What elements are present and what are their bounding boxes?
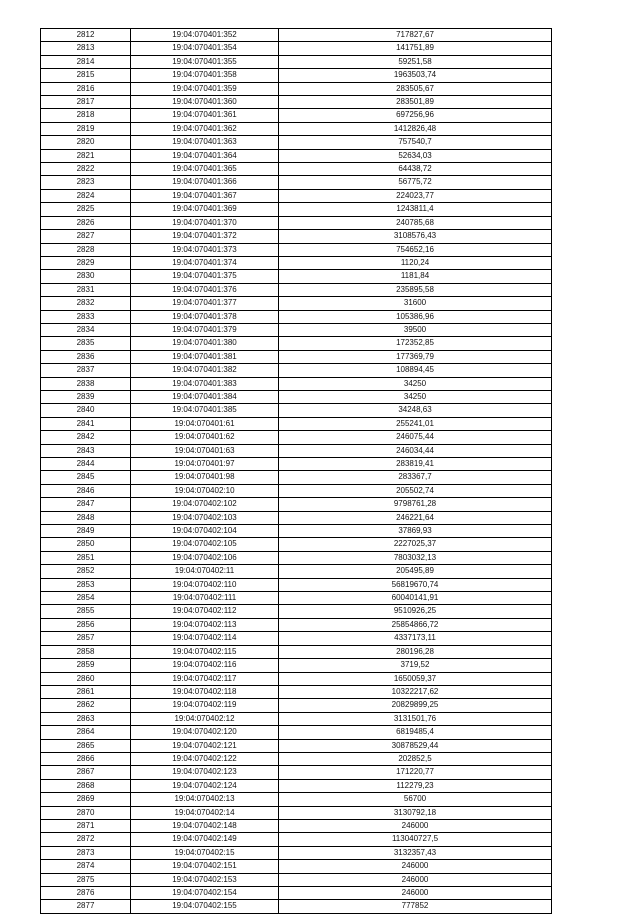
value-cell: 240785,68 — [279, 216, 552, 229]
row-number-cell: 2855 — [41, 605, 131, 618]
row-number-cell: 2863 — [41, 712, 131, 725]
cadastral-number-cell: 19:04:070402:122 — [131, 752, 279, 765]
table-row — [41, 833, 552, 846]
value-cell: 64438,72 — [279, 163, 552, 176]
table-row — [41, 659, 552, 672]
cadastral-number-cell: 19:04:070401:372 — [131, 230, 279, 243]
value-cell: 20829899,25 — [279, 699, 552, 712]
cadastral-number-cell: 19:04:070402:123 — [131, 766, 279, 779]
cadastral-number-cell: 19:04:070402:116 — [131, 659, 279, 672]
table-row — [41, 793, 552, 806]
value-cell: 9798761,28 — [279, 498, 552, 511]
value-cell: 717827,67 — [279, 29, 552, 42]
value-cell: 246034,44 — [279, 444, 552, 457]
row-number-cell: 2860 — [41, 672, 131, 685]
table-row — [41, 618, 552, 631]
value-cell: 283819,41 — [279, 458, 552, 471]
row-number-cell: 2841 — [41, 417, 131, 430]
row-number-cell: 2852 — [41, 565, 131, 578]
cadastral-number-cell: 19:04:070402:103 — [131, 511, 279, 524]
table-row — [41, 55, 552, 68]
value-cell: 172352,85 — [279, 337, 552, 350]
table-row — [41, 42, 552, 55]
value-cell: 246000 — [279, 860, 552, 873]
cadastral-number-cell: 19:04:070402:10 — [131, 484, 279, 497]
cadastral-number-cell: 19:04:070401:364 — [131, 149, 279, 162]
value-cell: 56775,72 — [279, 176, 552, 189]
cadastral-number-cell: 19:04:070401:367 — [131, 189, 279, 202]
cadastral-number-cell: 19:04:070402:124 — [131, 779, 279, 792]
cadastral-number-cell: 19:04:070402:13 — [131, 793, 279, 806]
cadastral-number-cell: 19:04:070402:155 — [131, 900, 279, 913]
table-row — [41, 404, 552, 417]
table-row — [41, 189, 552, 202]
cadastral-number-cell: 19:04:070401:98 — [131, 471, 279, 484]
table-body — [41, 29, 552, 914]
cadastral-number-cell: 19:04:070401:361 — [131, 109, 279, 122]
row-number-cell: 2838 — [41, 377, 131, 390]
row-number-cell: 2847 — [41, 498, 131, 511]
value-cell: 246000 — [279, 873, 552, 886]
cadastral-number-cell: 19:04:070401:382 — [131, 364, 279, 377]
row-number-cell: 2854 — [41, 592, 131, 605]
row-number-cell: 2833 — [41, 310, 131, 323]
cadastral-number-cell: 19:04:070401:383 — [131, 377, 279, 390]
cadastral-number-cell: 19:04:070401:374 — [131, 256, 279, 269]
value-cell: 224023,77 — [279, 189, 552, 202]
cadastral-number-cell: 19:04:070401:373 — [131, 243, 279, 256]
cadastral-number-cell: 19:04:070401:385 — [131, 404, 279, 417]
value-cell: 56819670,74 — [279, 578, 552, 591]
value-cell: 235895,58 — [279, 283, 552, 296]
table-row — [41, 243, 552, 256]
table-row — [41, 297, 552, 310]
value-cell: 30878529,44 — [279, 739, 552, 752]
table-row — [41, 350, 552, 363]
cadastral-number-cell: 19:04:070401:63 — [131, 444, 279, 457]
row-number-cell: 2870 — [41, 806, 131, 819]
cadastral-number-cell: 19:04:070401:380 — [131, 337, 279, 350]
row-number-cell: 2825 — [41, 203, 131, 216]
table-row — [41, 873, 552, 886]
table-row — [41, 417, 552, 430]
cadastral-number-cell: 19:04:070402:121 — [131, 739, 279, 752]
row-number-cell: 2850 — [41, 538, 131, 551]
cadastral-number-cell: 19:04:070402:154 — [131, 887, 279, 900]
row-number-cell: 2858 — [41, 645, 131, 658]
value-cell: 2227025,37 — [279, 538, 552, 551]
value-cell: 1120,24 — [279, 256, 552, 269]
row-number-cell: 2835 — [41, 337, 131, 350]
table-row — [41, 364, 552, 377]
value-cell: 56700 — [279, 793, 552, 806]
cadastral-number-cell: 19:04:070401:381 — [131, 350, 279, 363]
table-row — [41, 390, 552, 403]
table-row — [41, 846, 552, 859]
value-cell: 1963503,74 — [279, 69, 552, 82]
table-row — [41, 739, 552, 752]
value-cell: 141751,89 — [279, 42, 552, 55]
row-number-cell: 2849 — [41, 525, 131, 538]
table-row — [41, 699, 552, 712]
table-row — [41, 900, 552, 913]
value-cell: 60040141,91 — [279, 592, 552, 605]
cadastral-number-cell: 19:04:070402:115 — [131, 645, 279, 658]
value-cell: 3131501,76 — [279, 712, 552, 725]
cadastral-number-cell: 19:04:070401:377 — [131, 297, 279, 310]
table-row — [41, 149, 552, 162]
row-number-cell: 2813 — [41, 42, 131, 55]
table-row — [41, 377, 552, 390]
cadastral-number-cell: 19:04:070402:102 — [131, 498, 279, 511]
row-number-cell: 2853 — [41, 578, 131, 591]
table-row — [41, 69, 552, 82]
row-number-cell: 2812 — [41, 29, 131, 42]
row-number-cell: 2865 — [41, 739, 131, 752]
cadastral-number-cell: 19:04:070402:151 — [131, 860, 279, 873]
row-number-cell: 2834 — [41, 323, 131, 336]
value-cell: 283367,7 — [279, 471, 552, 484]
table-row — [41, 887, 552, 900]
cadastral-number-cell: 19:04:070401:358 — [131, 69, 279, 82]
row-number-cell: 2859 — [41, 659, 131, 672]
value-cell: 697256,96 — [279, 109, 552, 122]
value-cell: 34250 — [279, 377, 552, 390]
table-row — [41, 525, 552, 538]
table-row — [41, 632, 552, 645]
cadastral-number-cell: 19:04:070401:365 — [131, 163, 279, 176]
table-row — [41, 323, 552, 336]
cadastral-number-cell: 19:04:070402:118 — [131, 685, 279, 698]
cadastral-number-cell: 19:04:070402:14 — [131, 806, 279, 819]
row-number-cell: 2832 — [41, 297, 131, 310]
cadastral-number-cell: 19:04:070401:355 — [131, 55, 279, 68]
table-row — [41, 270, 552, 283]
value-cell: 1412826,48 — [279, 122, 552, 135]
value-cell: 246000 — [279, 819, 552, 832]
table-row — [41, 337, 552, 350]
cadastral-number-cell: 19:04:070402:113 — [131, 618, 279, 631]
table-row — [41, 766, 552, 779]
cadastral-number-cell: 19:04:070402:12 — [131, 712, 279, 725]
value-cell: 283505,67 — [279, 82, 552, 95]
cadastral-number-cell: 19:04:070401:379 — [131, 323, 279, 336]
cadastral-number-cell: 19:04:070402:149 — [131, 833, 279, 846]
cadastral-number-cell: 19:04:070402:104 — [131, 525, 279, 538]
table-row — [41, 310, 552, 323]
row-number-cell: 2866 — [41, 752, 131, 765]
row-number-cell: 2828 — [41, 243, 131, 256]
cadastral-number-cell: 19:04:070401:375 — [131, 270, 279, 283]
row-number-cell: 2868 — [41, 779, 131, 792]
value-cell: 3132357,43 — [279, 846, 552, 859]
cadastral-number-cell: 19:04:070401:370 — [131, 216, 279, 229]
value-cell: 202852,5 — [279, 752, 552, 765]
value-cell: 7803032,13 — [279, 551, 552, 564]
table-row — [41, 645, 552, 658]
table-row — [41, 203, 552, 216]
cadastral-number-cell: 19:04:070401:369 — [131, 203, 279, 216]
table-row — [41, 230, 552, 243]
row-number-cell: 2842 — [41, 431, 131, 444]
row-number-cell: 2867 — [41, 766, 131, 779]
table-row — [41, 819, 552, 832]
table-row — [41, 122, 552, 135]
cadastral-number-cell: 19:04:070402:114 — [131, 632, 279, 645]
table-row — [41, 712, 552, 725]
value-cell: 105386,96 — [279, 310, 552, 323]
cadastral-number-cell: 19:04:070402:11 — [131, 565, 279, 578]
row-number-cell: 2877 — [41, 900, 131, 913]
row-number-cell: 2815 — [41, 69, 131, 82]
table-row — [41, 538, 552, 551]
value-cell: 37869,93 — [279, 525, 552, 538]
row-number-cell: 2824 — [41, 189, 131, 202]
cadastral-number-cell: 19:04:070402:112 — [131, 605, 279, 618]
row-number-cell: 2871 — [41, 819, 131, 832]
table-row — [41, 82, 552, 95]
value-cell: 1650059,37 — [279, 672, 552, 685]
cadastral-number-cell: 19:04:070401:352 — [131, 29, 279, 42]
value-cell: 246221,64 — [279, 511, 552, 524]
table-row — [41, 726, 552, 739]
row-number-cell: 2818 — [41, 109, 131, 122]
row-number-cell: 2826 — [41, 216, 131, 229]
cadastral-number-cell: 19:04:070401:354 — [131, 42, 279, 55]
table-row — [41, 806, 552, 819]
value-cell: 52634,03 — [279, 149, 552, 162]
table-row — [41, 471, 552, 484]
cadastral-value-table — [40, 28, 552, 914]
row-number-cell: 2814 — [41, 55, 131, 68]
value-cell: 1243811,4 — [279, 203, 552, 216]
cadastral-number-cell: 19:04:070401:97 — [131, 458, 279, 471]
table-row — [41, 431, 552, 444]
value-cell: 3719,52 — [279, 659, 552, 672]
table-row — [41, 96, 552, 109]
row-number-cell: 2821 — [41, 149, 131, 162]
cadastral-number-cell: 19:04:070402:119 — [131, 699, 279, 712]
cadastral-number-cell: 19:04:070402:117 — [131, 672, 279, 685]
value-cell: 777852 — [279, 900, 552, 913]
table-row — [41, 256, 552, 269]
value-cell: 177369,79 — [279, 350, 552, 363]
row-number-cell: 2822 — [41, 163, 131, 176]
row-number-cell: 2862 — [41, 699, 131, 712]
row-number-cell: 2846 — [41, 484, 131, 497]
row-number-cell: 2820 — [41, 136, 131, 149]
table-row — [41, 136, 552, 149]
table-row — [41, 484, 552, 497]
value-cell: 4337173,11 — [279, 632, 552, 645]
cadastral-number-cell: 19:04:070402:105 — [131, 538, 279, 551]
cadastral-number-cell: 19:04:070401:376 — [131, 283, 279, 296]
cadastral-number-cell: 19:04:070401:360 — [131, 96, 279, 109]
value-cell: 6819485,4 — [279, 726, 552, 739]
cadastral-number-cell: 19:04:070401:378 — [131, 310, 279, 323]
value-cell: 3108576,43 — [279, 230, 552, 243]
row-number-cell: 2869 — [41, 793, 131, 806]
value-cell: 246000 — [279, 887, 552, 900]
value-cell: 25854866,72 — [279, 618, 552, 631]
value-cell: 255241,01 — [279, 417, 552, 430]
cadastral-number-cell: 19:04:070401:362 — [131, 122, 279, 135]
table-row — [41, 163, 552, 176]
row-number-cell: 2864 — [41, 726, 131, 739]
value-cell: 10322217,62 — [279, 685, 552, 698]
value-cell: 113040727,5 — [279, 833, 552, 846]
row-number-cell: 2848 — [41, 511, 131, 524]
table-row — [41, 565, 552, 578]
row-number-cell: 2861 — [41, 685, 131, 698]
row-number-cell: 2837 — [41, 364, 131, 377]
row-number-cell: 2876 — [41, 887, 131, 900]
value-cell: 34248,63 — [279, 404, 552, 417]
table-row — [41, 860, 552, 873]
value-cell: 1181,84 — [279, 270, 552, 283]
cadastral-number-cell: 19:04:070402:148 — [131, 819, 279, 832]
table-row — [41, 672, 552, 685]
row-number-cell: 2843 — [41, 444, 131, 457]
row-number-cell: 2840 — [41, 404, 131, 417]
table-row — [41, 109, 552, 122]
row-number-cell: 2823 — [41, 176, 131, 189]
cadastral-number-cell: 19:04:070402:120 — [131, 726, 279, 739]
table-row — [41, 283, 552, 296]
cadastral-number-cell: 19:04:070401:61 — [131, 417, 279, 430]
value-cell: 246075,44 — [279, 431, 552, 444]
value-cell: 108894,45 — [279, 364, 552, 377]
row-number-cell: 2872 — [41, 833, 131, 846]
value-cell: 31600 — [279, 297, 552, 310]
row-number-cell: 2875 — [41, 873, 131, 886]
table-row — [41, 498, 552, 511]
cadastral-number-cell: 19:04:070402:15 — [131, 846, 279, 859]
table-row — [41, 685, 552, 698]
row-number-cell: 2856 — [41, 618, 131, 631]
row-number-cell: 2874 — [41, 860, 131, 873]
cadastral-number-cell: 19:04:070401:62 — [131, 431, 279, 444]
table-row — [41, 444, 552, 457]
cadastral-number-cell: 19:04:070402:110 — [131, 578, 279, 591]
value-cell: 754652,16 — [279, 243, 552, 256]
cadastral-number-cell: 19:04:070402:111 — [131, 592, 279, 605]
row-number-cell: 2839 — [41, 390, 131, 403]
table-row — [41, 752, 552, 765]
row-number-cell: 2831 — [41, 283, 131, 296]
value-cell: 171220,77 — [279, 766, 552, 779]
table-row — [41, 779, 552, 792]
row-number-cell: 2873 — [41, 846, 131, 859]
value-cell: 757540,7 — [279, 136, 552, 149]
row-number-cell: 2851 — [41, 551, 131, 564]
value-cell: 112279,23 — [279, 779, 552, 792]
cadastral-number-cell: 19:04:070401:363 — [131, 136, 279, 149]
value-cell: 205502,74 — [279, 484, 552, 497]
table-row — [41, 176, 552, 189]
table-row — [41, 592, 552, 605]
cadastral-number-cell: 19:04:070402:106 — [131, 551, 279, 564]
cadastral-number-cell: 19:04:070401:384 — [131, 390, 279, 403]
table-row — [41, 458, 552, 471]
row-number-cell: 2816 — [41, 82, 131, 95]
row-number-cell: 2844 — [41, 458, 131, 471]
table-row — [41, 29, 552, 42]
value-cell: 34250 — [279, 390, 552, 403]
cadastral-number-cell: 19:04:070401:366 — [131, 176, 279, 189]
table-row — [41, 605, 552, 618]
value-cell: 59251,58 — [279, 55, 552, 68]
value-cell: 283501,89 — [279, 96, 552, 109]
row-number-cell: 2836 — [41, 350, 131, 363]
table-row — [41, 551, 552, 564]
value-cell: 39500 — [279, 323, 552, 336]
value-cell: 9510926,25 — [279, 605, 552, 618]
row-number-cell: 2830 — [41, 270, 131, 283]
row-number-cell: 2817 — [41, 96, 131, 109]
value-cell: 280196,28 — [279, 645, 552, 658]
value-cell: 205495,89 — [279, 565, 552, 578]
table-row — [41, 216, 552, 229]
cadastral-number-cell: 19:04:070401:359 — [131, 82, 279, 95]
cadastral-number-cell: 19:04:070402:153 — [131, 873, 279, 886]
table-row — [41, 578, 552, 591]
row-number-cell: 2819 — [41, 122, 131, 135]
table-row — [41, 511, 552, 524]
value-cell: 3130792,18 — [279, 806, 552, 819]
row-number-cell: 2857 — [41, 632, 131, 645]
row-number-cell: 2827 — [41, 230, 131, 243]
row-number-cell: 2829 — [41, 256, 131, 269]
row-number-cell: 2845 — [41, 471, 131, 484]
